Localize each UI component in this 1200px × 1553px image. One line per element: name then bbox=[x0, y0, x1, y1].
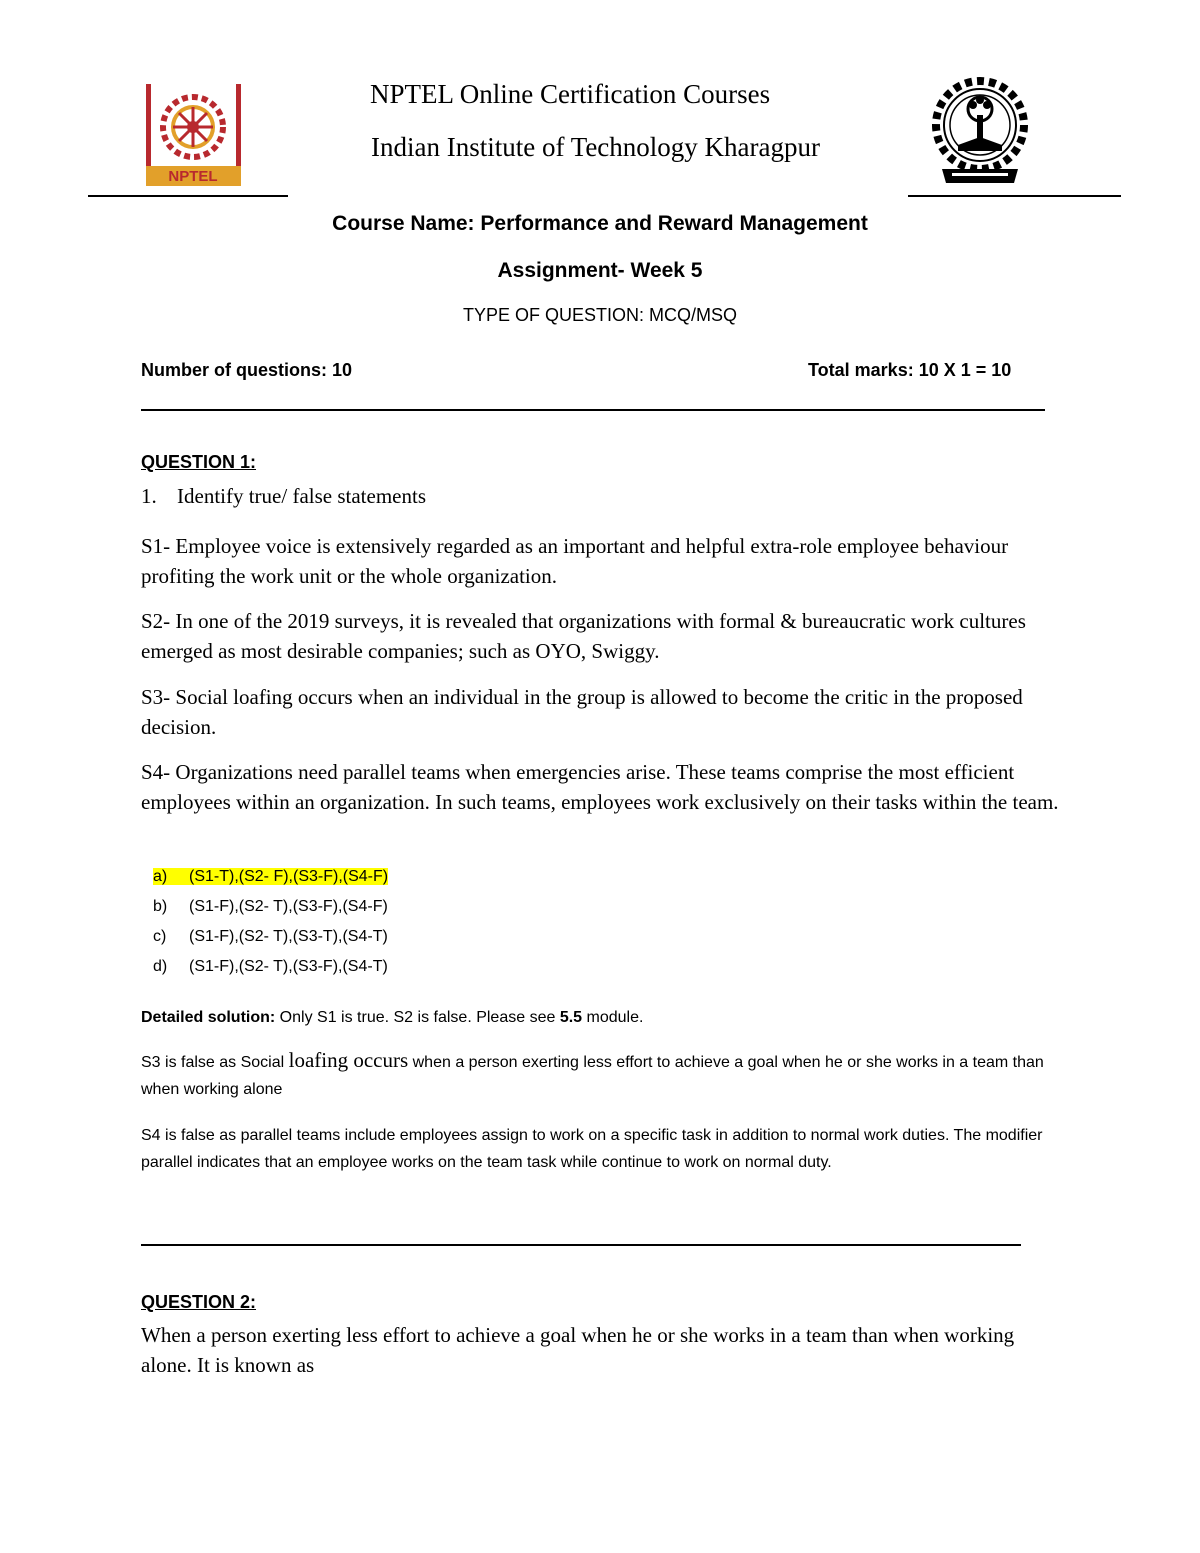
solution-label: Detailed solution: bbox=[141, 1009, 276, 1026]
option-letter: b) bbox=[153, 898, 168, 915]
detailed-solution bbox=[141, 1004, 643, 1031]
option-c[interactable] bbox=[153, 922, 388, 952]
option-a[interactable] bbox=[153, 862, 388, 892]
total-marks: Total marks: 10 X 1 = 10 bbox=[808, 360, 1012, 380]
question1-heading: QUESTION 1: bbox=[141, 452, 257, 472]
assignment-title: Assignment- Week 5 bbox=[497, 259, 703, 282]
org-name-line1: NPTEL Online Certification Courses bbox=[370, 79, 771, 109]
option-text: (S1-F),(S2- T),(S3-F),(S4-F) bbox=[189, 898, 388, 915]
statement-s2: S2- In one of the 2019 surveys, it is revealed that organizations with formal & bureaucratic work cultures emerged as most desirable companies; such as OYO, Swiggy. bbox=[141, 609, 1026, 663]
header-rule-left bbox=[88, 195, 288, 197]
section-divider bbox=[141, 409, 1045, 411]
question1-prompt bbox=[141, 481, 426, 511]
statement-s1: S1- Employee voice is extensively regarded as an important and helpful extra-role employee behaviour profiting the work unit or the whole organization. bbox=[141, 534, 1009, 588]
solution-text: Only S1 is true. S2 is false. Please see bbox=[275, 1009, 560, 1026]
question1-number: 1. bbox=[141, 484, 157, 508]
s4-explanation: S4 is false as parallel teams include employees assign to work on a specific task in addition to normal work duties. The modifier parallel indicates that an employee works on the team task while continue to work on normal duty. bbox=[141, 1127, 1043, 1171]
iit-emblem-icon bbox=[930, 73, 1030, 187]
option-text: (S1-F),(S2- T),(S3-F),(S4-T) bbox=[189, 958, 388, 975]
solution-module: 5.5 bbox=[559, 1009, 583, 1026]
option-b[interactable] bbox=[153, 892, 388, 922]
question-type: TYPE OF QUESTION: MCQ/MSQ bbox=[462, 305, 738, 325]
option-letter: a) bbox=[153, 868, 168, 885]
question1-prompt-text: Identify true/ false statements bbox=[177, 484, 426, 508]
s3-expl-rest: when a person exerting less effort to achieve a goal when he or she works in a team than when working alone bbox=[141, 1054, 1044, 1098]
course-name: Course Name: Performance and Reward Management bbox=[332, 212, 868, 235]
question2-prompt: When a person exerting less effort to achieve a goal when he or she works in a team than when working alone. It is known as bbox=[141, 1323, 1015, 1377]
statement-s4: S4- Organizations need parallel teams when emergencies arise. These teams comprise the most efficient employees within an organization. In such teams, employees work exclusively on their tasks within the team. bbox=[141, 760, 1059, 814]
nptel-logo-icon bbox=[140, 80, 250, 188]
question2-heading: QUESTION 2: bbox=[141, 1292, 257, 1312]
number-of-questions: Number of questions: 10 bbox=[141, 360, 353, 380]
iit-emblem bbox=[930, 73, 1030, 187]
s3-expl-prefix: S3 is false as Social bbox=[141, 1054, 289, 1071]
question-divider bbox=[141, 1244, 1021, 1246]
header-rule-right bbox=[908, 195, 1121, 197]
option-letter: c) bbox=[153, 928, 167, 945]
option-d[interactable] bbox=[153, 952, 388, 982]
option-text: (S1-T),(S2- F),(S3-F),(S4-F) bbox=[189, 868, 389, 885]
option-letter: d) bbox=[153, 958, 168, 975]
org-name-line2: Indian Institute of Technology Kharagpur bbox=[371, 132, 820, 162]
nptel-logo bbox=[140, 80, 250, 188]
statement-s3: S3- Social loafing occurs when an individual in the group is allowed to become the critic in the proposed decision. bbox=[141, 685, 1023, 739]
s3-expl-emphasis: loafing occurs bbox=[288, 1048, 409, 1072]
solution-text-end: module. bbox=[582, 1009, 644, 1026]
option-text: (S1-F),(S2- T),(S3-T),(S4-T) bbox=[189, 928, 388, 945]
s3-explanation bbox=[141, 1047, 1066, 1103]
nptel-logo-text: NPTEL bbox=[168, 168, 218, 185]
